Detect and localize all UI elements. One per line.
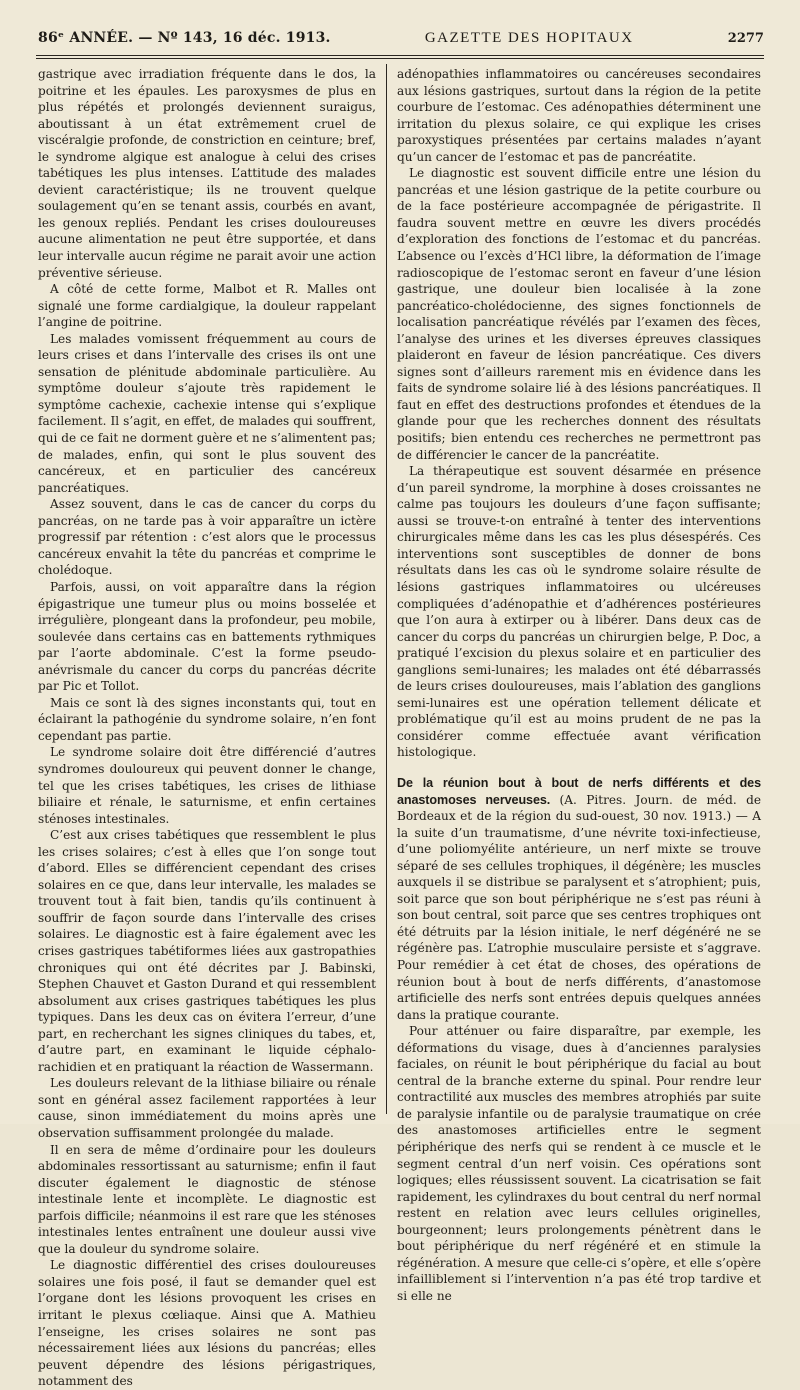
header-rule bbox=[36, 55, 764, 56]
header-rule-double bbox=[36, 58, 764, 59]
paragraph: Mais ce sont là des signes inconstants qui, tout en éclairant la pathogénie du syndrome solaire, n’en font cependant pas partie. bbox=[38, 695, 376, 743]
section-gap bbox=[397, 761, 761, 775]
paragraph: Pour atténuer ou faire disparaître, par exemple, les déformations du visage, dues à d’anciennes paralysies faciales, on réunit le bout périphérique du facial au bout central de la branche externe du spinal. Pour rendre leur contractilité aux muscles des membres atrophiés par suite de paralysie infantile ou de paralysie traumatique on crée des anastomoses artificielles entre le segment périphérique des nerfs qui se rendent à ce muscle et le segment central d’un nerf voisin. Ces opérations sont logiques; elles réussissent souvent. La cicatrisation se fait rapidement, les cylindraxes du bout central du nerf normal restent en relation avec leurs cellules originelles, bourgeonnent; leurs prolongements pénètrent dans le bout périphérique du nerf régénéré et en stimule la régénération. A mesure que celle-ci s’opère, et elle s’opère infailliblement si l’intervention n’a pas été trop tardive et si elle ne bbox=[397, 1024, 761, 1303]
paragraph: A côté de cette forme, Malbot et R. Malles ont signalé une forme cardialgique, la douleur rappelant l’angine de poitrine. bbox=[38, 282, 376, 330]
paragraph: Les malades vomissent fréquemment au cours de leurs crises et dans l’intervalle des crises ils ont une sensation de plénitude abdominale particulière. Au symptôme douleur s’ajoute très rapidement le symptôme cachexie, cachexie intense qui s’explique facilement. Il s’agit, en effet, de malades qui souffrent, qui de ce fait ne dorment guère et ne s’alimentent pas; de malades, enfin, qui sont le plus souvent des cancéreux, et en particulier des cancéreux pancréatiques. bbox=[38, 331, 377, 495]
column-divider bbox=[386, 64, 387, 1114]
journal-title: GAZETTE DES HOPITAUX bbox=[424, 30, 634, 46]
paragraph: Les douleurs relevant de la lithiase biliaire ou rénale sont en général assez facilement rapportées à leur cause, sinon immédiatement du moins après une observation suffisamment prolongée du malade. bbox=[38, 1076, 376, 1140]
page-number: 2277 bbox=[727, 31, 764, 46]
paragraph: Le syndrome solaire doit être différencié d’autres syndromes douloureux qui peuvent donner le change, tel que les crises tabétiques, les crises de lithiase biliaire et rénale, le saturnisme, et enfin certaines sténoses intestinales. bbox=[38, 745, 376, 826]
paragraph: Le diagnostic est souvent difficile entre une lésion du pancréas et une lésion gastrique de la petite courbure ou de la face postérieure accompagnée de périgastrite. Il faudra souvent mettre en œuvre les divers procédés d’exploration des fonctions de l’estomac et du pancréas. L’absence ou l’excès d’HCl libre, la déformation de l’image radioscopique de l’estomac seront en faveur d’une lésion gastrique, une douleur bien localisée à la zone pancréatico-cholédocienne, des signes fonctionnels de localisation pancréatique révélés par l’examen des fèces, l’analyse des urines et les diverses épreuves classiques plaideront en faveur de lésion pancréatique. Ces divers signes sont d’ailleurs rarement mis en évidence dans les faits de syndrome solaire lié à des lésions pancréatiques. Il faut en effet des destructions profondes et étendues de la glande pour que les recherches donnent des résultats positifs; bien entendu ces recherches ne permettront pas de différencier le cancer de la pancréatite. bbox=[397, 166, 761, 462]
section-title: De la réunion bout à bout de nerfs différents et des anastomoses nerveuses. bbox=[397, 775, 761, 807]
paragraph: C’est aux crises tabétiques que ressemblent le plus les crises solaires; c’est à elles que l’on songe tout d’abord. Elles se différencient cependant des crises solaires en ce que, dans leur intervalle, les malades se trouvent tout à fait bien, tandis qu’ils continuent à souffrir de façon sourde dans l’intervalle des crises solaires. Le diagnostic est à faire également avec les crises gastriques tabétiformes liées aux gastropathies chroniques qui ont été décrites par J. Babinski, Stephen Chauvet et Gaston Durand et qui ressemblent absolument aux crises gastriques tabétiques les plus typiques. Dans les deux cas on évitera l’erreur, d’une part, en recherchant les signes cliniques du tabes, et, d’autre part, en examinant le liquide céphalo-rachidien et en pratiquant la réaction de Wassermann. bbox=[38, 828, 376, 1074]
paragraph: Assez souvent, dans le cas de cancer du corps du pancréas, on ne tarde pas à voir apparaître un ictère progressif par rétention : c’est alors que le processus cancéreux envahit la tête du pancréas et comprime le cholédoque. bbox=[38, 497, 376, 578]
paragraph: Parfois, aussi, on voit apparaître dans la région épigastrique une tumeur plus ou moins bosselée et irrégulière, plongeant dans la profondeur, peu mobile, soulevée dans certains cas en battements rythmiques par l’aorte abdominale. C’est la forme pseudo-anévrismale du cancer du corps du pancréas décrite par Pic et Tollot. bbox=[38, 579, 376, 694]
section-source: (A. Pitres. Journ. de méd. de Bordeaux et de la région du sud-ouest, 30 nov. 1913.) bbox=[397, 792, 761, 824]
paragraph: Le diagnostic différentiel des crises douloureuses solaires une fois posé, il faut se demander quel est l’organe dont les lésions provoquent les crises en irritant le plexus cœliaque. Ainsi que A. Mathieu l’enseigne, les crises solaires ne sont pas nécessairement liées aux lésions du pancréas; elles peuvent dépendre des lésions périgastriques, notamment des bbox=[38, 1258, 376, 1389]
paragraph: adénopathies inflammatoires ou cancéreuses secondaires aux lésions gastriques, surtout dans la région de la petite courbure de l’estomac. Ces adénopathies déterminent une irritation du plexus solaire, ce qui explique les crises paroxystiques présentées par certains malades n’ayant qu’un cancer de l’estomac et pas de pancréatite. bbox=[397, 67, 761, 164]
page-header bbox=[38, 30, 764, 52]
right-column bbox=[397, 66, 761, 1303]
paragraph: La thérapeutique est souvent désarmée en présence d’un pareil syndrome, la morphine à doses croissantes ne calme pas toujours les douleurs d’une façon suffisante; aussi se trouve-t-on entraîné à tenter des interventions chirurgicales même dans les cas les plus désespérés. Ces interventions sont susceptibles de donner de bons résultats dans les cas où le syndrome solaire résulte de lésions gastriques inflammatoires ou ulcéreuses compliquées d’adénopathie et d’adhérences postérieures que l’on aura à extirper ou à libérer. Dans deux cas de cancer du corps du pancréas un chirurgien belge, P. Doc, a pratiqué l’excision du plexus solaire et en particulier des ganglions semi-lunaires; les malades ont été débarrassés de leurs crises douloureuses, mais l’ablation des ganglions semi-lunaires est une opération tellement délicate et problématique qu’il est au moins prudent de ne pas la considérer comme effectuée avant vérification histologique. bbox=[397, 464, 761, 760]
left-column bbox=[38, 66, 377, 1389]
section-paragraph bbox=[397, 775, 761, 1023]
paragraph: gastrique avec irradiation fréquente dans le dos, la poitrine et les épaules. Les paroxysmes de plus en plus répétés et prolongés deviennent suraigus, aboutissant à un état extrêmement cruel de viscéralgie profonde, de constriction en ceinture; bref, le syndrome algique est analogue à celui des crises tabétiques les plus intenses. L’attitude des malades devient caractéristique; ils ne trouvent quelque soulagement qu’en se tenant assis, courbés en avant, les genoux repliés. Pendant les crises douloureuses aucune alimentation ne peut être supportée, et dans leur intervalle aucun régime ne parait avoir une action préventive sérieuse. bbox=[38, 67, 376, 280]
issue-info: 86ᵉ ANNÉE. — Nº 143, 16 déc. 1913. bbox=[38, 30, 331, 46]
paragraph: Il en sera de même d’ordinaire pour les douleurs abdominales ressortissant au saturnisme; enfin il faut discuter également le diagnostic de sténose intestinale lente et incomplète. Le diagnostic est parfois difficile; néanmoins il est rare que les sténoses intestinales lentes entraînent une douleur aussi vive que la douleur du syndrome solaire. bbox=[38, 1142, 376, 1256]
section-text: — A la suite d’un traumatisme, d’une névrite toxi-infectieuse, d’une poliomyélite antérieure, un nerf mixte se trouve séparé de ses cellules trophiques, il dégénère; les muscles auxquels il se distribue se paralysent et s’atrophient; puis, soit parce que son bout périphérique ne s’est pas réuni à son bout central, soit parce que ses centres trophiques ont été détruits par la lésion initiale, le nerf dégénéré ne se régénère pas. L’atrophie musculaire persiste et s’aggrave. Pour remédier à cet état de choses, des opérations de réunion bout à bout de nerfs différents, d’anastomose artificielle des nerfs sont entrées depuis quelques années dans la pratique courante. bbox=[397, 809, 761, 1022]
